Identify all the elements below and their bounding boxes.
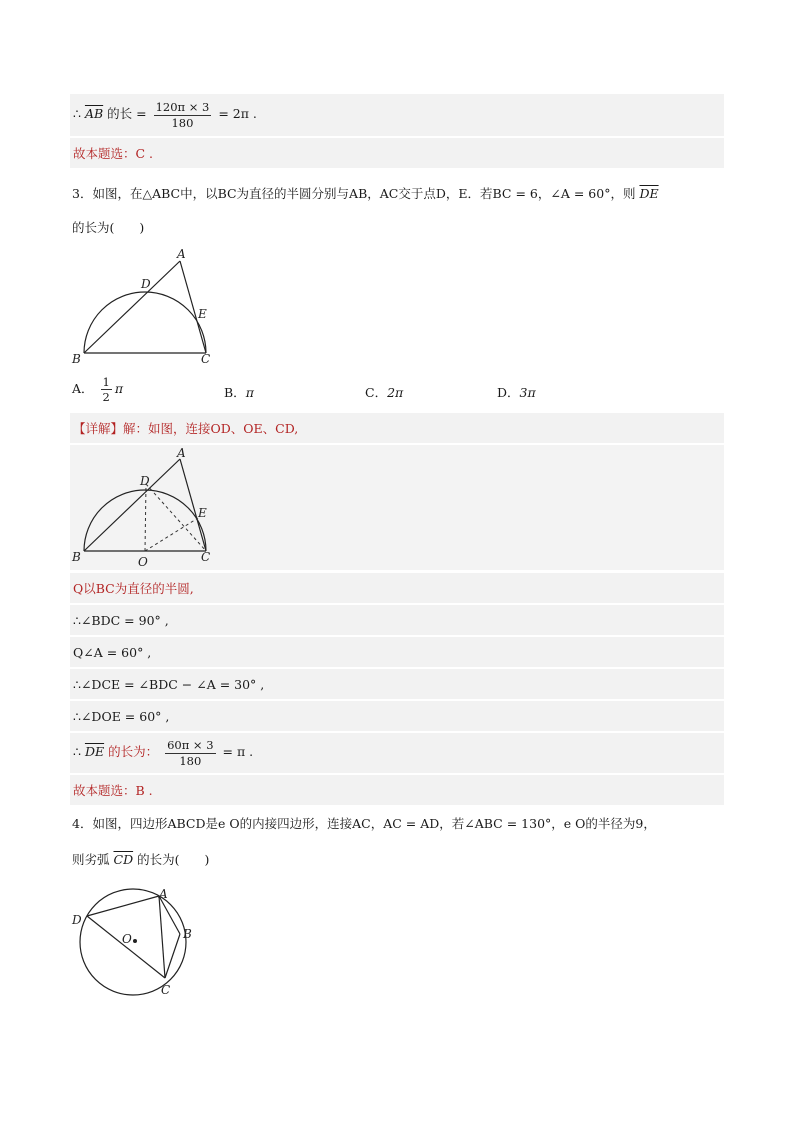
q3-stem-line-1: 3．如图，在△ABC中，以BC为直径的半圆分别与AB，AC交于点D，E．若BC = 6，∠A = 60°，则 $\overline{DE}$ <box>72 186 659 201</box>
arc-length-label: 的长 = <box>107 106 147 122</box>
q4-figure <box>70 886 210 1001</box>
svg-text:A: A <box>159 887 168 901</box>
q3-solution-step-1: Q以BC为直径的半圆, <box>70 573 724 603</box>
q3-solution-answer: 故本题选：B . <box>70 775 724 805</box>
svg-text:O: O <box>138 555 148 569</box>
q3-solution-step-4: ∴∠DCE = ∠BDC − ∠A = 30° , <box>70 669 724 699</box>
option-d[interactable]: D．3π <box>497 385 536 400</box>
arc-ab-label: $\overline{AB}$ <box>84 106 104 122</box>
q3-solution-step-2: ∴∠BDC = 90° , <box>70 605 724 635</box>
top-solution-answer: 故本题选：C . <box>70 138 724 168</box>
svg-text:O: O <box>122 932 132 946</box>
q3-solution-step-5: ∴∠DOE = 60° , <box>70 701 724 731</box>
result-2pi: = 2π . <box>218 106 257 122</box>
q3-stem-line-2: 的长为( ) <box>72 220 145 235</box>
arc-cd-label: $\overline{CD}$ <box>113 852 134 867</box>
arc-de-label: $\overline{DE}$ <box>639 186 659 201</box>
option-a[interactable]: A． $\frac{1}{2}$ π <box>72 375 124 405</box>
svg-text:A: A <box>177 446 186 460</box>
label-c: C <box>201 352 211 366</box>
option-a-fraction: $\frac{1}{2}$ <box>102 375 110 405</box>
arc-de-label: $\overline{DE}$ <box>84 744 105 760</box>
q3-solution-final: ∴ $\overline{DE}$ 的长为： $\frac{60\pi \times 3}{180}$ = π . <box>70 733 724 773</box>
label-d: D <box>141 277 151 291</box>
therefore-symbol: ∴ <box>73 106 81 122</box>
svg-text:B: B <box>183 927 192 941</box>
dashed-od <box>145 484 146 551</box>
label-a: A <box>177 247 186 261</box>
svg-text:D: D <box>140 474 150 488</box>
dashed-oe <box>145 518 198 551</box>
svg-text:E: E <box>198 506 207 520</box>
center-point <box>133 939 137 943</box>
svg-text:B: B <box>72 550 81 564</box>
svg-text:D: D <box>72 913 82 927</box>
q3-figure <box>70 244 220 369</box>
svg-text:C: C <box>201 550 211 564</box>
label-e: E <box>198 307 207 321</box>
label-b: B <box>72 352 81 366</box>
circle-o <box>80 889 186 995</box>
semicircle-arc <box>84 292 206 353</box>
q4-stem-line-1: 4．如图，四边形ABCD是e O的内接四边形，连接AC，AC = AD，若∠ABC = 130°，e O的半径为9， <box>72 816 656 831</box>
q3-solution-figure <box>70 445 220 570</box>
fraction-60pi: $\frac{60\pi \times 3}{180}$ <box>167 738 214 768</box>
svg-text:C: C <box>161 983 171 997</box>
option-c[interactable]: C．2π <box>365 385 404 400</box>
segment-ba <box>84 261 180 353</box>
q4-stem-line-2: 则劣弧 $\overline{CD}$ 的长为( ) <box>72 852 210 867</box>
q3-solution-step-3: Q∠A = 60° , <box>70 637 724 667</box>
fraction-120pi: $\frac{120\pi \times 3}{180}$ <box>155 100 210 130</box>
detail-tag: 【详解】 <box>73 421 124 436</box>
option-b[interactable]: B．π <box>224 385 254 400</box>
q3-solution-figure-area <box>70 445 724 570</box>
top-solution-line-1 <box>70 94 724 136</box>
q3-solution-intro: 【详解】解：如图，连接OD、OE、CD, <box>70 413 724 443</box>
